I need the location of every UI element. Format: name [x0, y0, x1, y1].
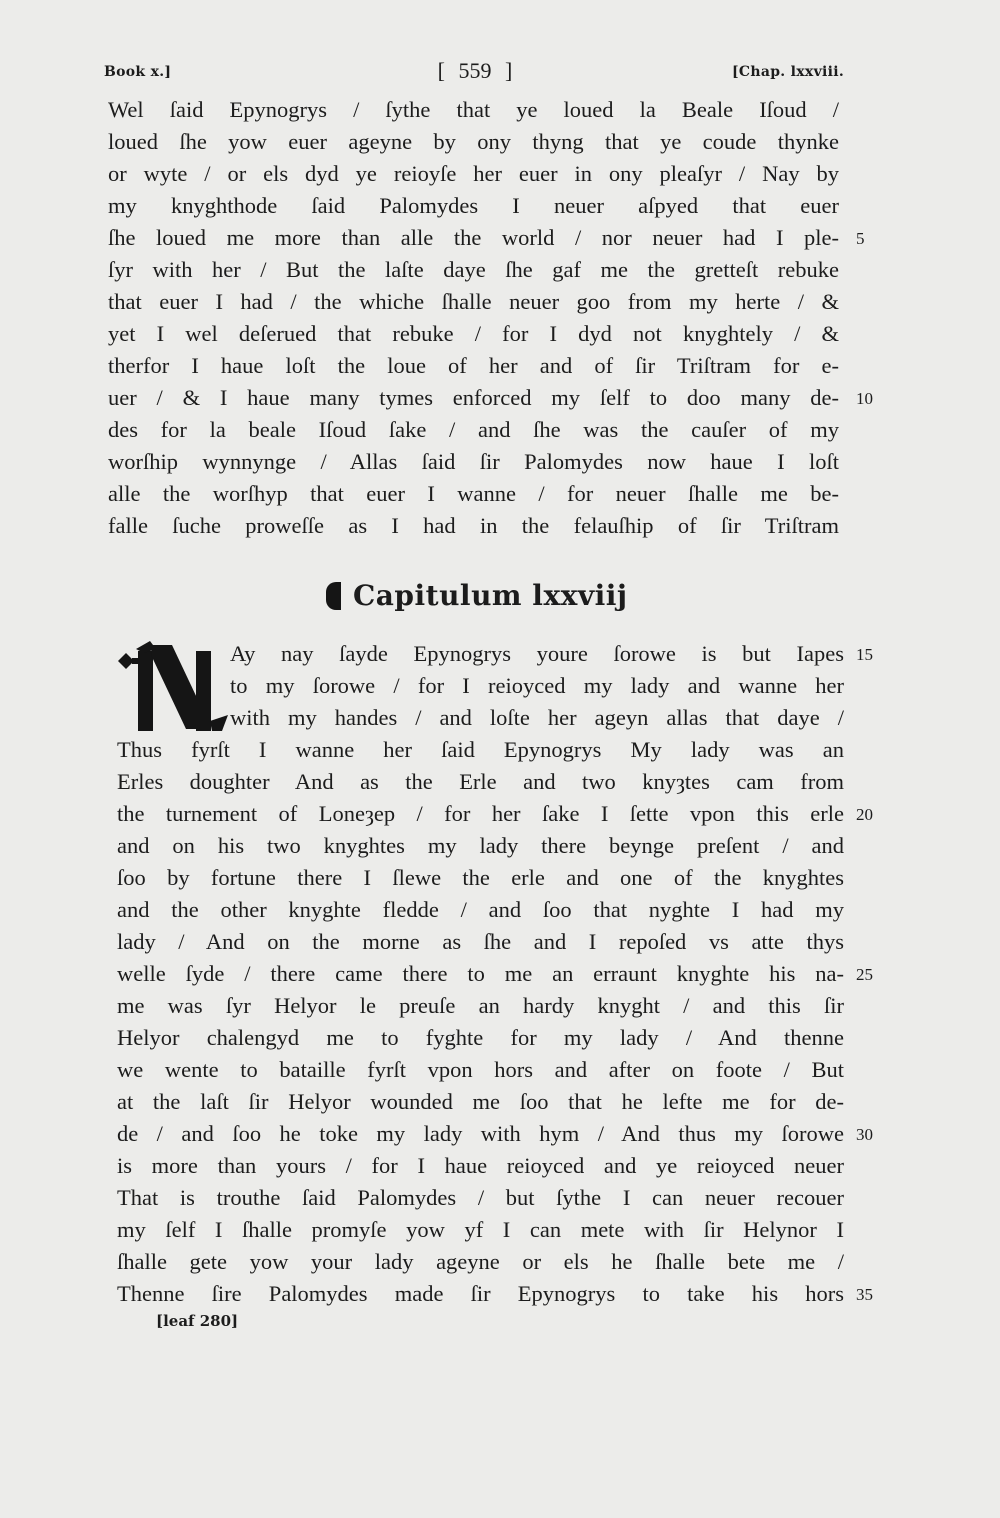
text-line: uer / & I haue many tymes enforced my ſelf to doo many de- — [108, 385, 839, 410]
text-line: ſhe loued me more than alle the world / nor neuer had I ple- — [108, 225, 839, 250]
text-line: welle ſyde / there came there to me an erraunt knyghte his na- — [117, 961, 844, 986]
drop-cap-icon — [116, 637, 228, 733]
line-number: 15 — [856, 645, 873, 664]
text-line: Wel ſaid Epynogrys / ſythe that ye loued la Beale Iſoud / — [108, 97, 839, 122]
page-number: [ 559 ] — [437, 58, 513, 83]
line-number: 20 — [856, 805, 873, 824]
text-line: the turnement of Loneȝep / for her ſake I ſette vpon this erle — [117, 801, 844, 826]
chapter-heading-text: Capitulum lxxviij — [353, 579, 628, 612]
text-line: therfor I haue loſt the loue of her and of ſir Triſtram for e- — [108, 353, 839, 378]
text-line: with my handes / and loſte her ageyn allas that daye / — [230, 705, 844, 730]
text-line: falle ſuche proweſſe as I had in the felauſhip of ſir Triſtram — [108, 513, 839, 538]
text-line: de / and ſoo he toke my lady with hym / And thus my ſorowe — [117, 1121, 844, 1146]
text-line: Helyor chalengyd me to fyghte for my lady / And thenne — [117, 1025, 844, 1050]
text-line: ſhalle gete yow your lady ageyne or els he ſhalle bete me / — [117, 1249, 844, 1274]
book-label: Book x.] — [104, 64, 172, 80]
text-line: worſhip wynnynge / Allas ſaid ſir Palomydes now haue I loſt — [108, 449, 839, 474]
line-number: 10 — [856, 389, 873, 408]
text-line: and the other knyghte fledde / and ſoo that nyghte I had my — [117, 897, 844, 922]
text-line: me was ſyr Helyor le preuſe an hardy knyght / and this ſir — [117, 993, 844, 1018]
text-line: at the laſt ſir Helyor wounded me ſoo that he lefte me for de- — [117, 1089, 844, 1114]
text-line: to my ſorowe / for I reioyced my lady and wanne her — [230, 673, 844, 698]
running-head — [0, 58, 1000, 88]
text-line: yet I wel deſerued that rebuke / for I dyd not knyghtely / & — [108, 321, 839, 346]
text-line: Thus fyrſt I wanne her ſaid Epynogrys My lady was an — [117, 737, 844, 762]
leaf-note: [leaf 280] — [156, 1312, 239, 1330]
pilcrow-icon — [326, 582, 341, 610]
text-line: des for la beale Iſoud ſake / and ſhe was the cauſer of my — [108, 417, 839, 442]
line-number: 35 — [856, 1285, 873, 1304]
text-line: ſyr with her / But the laſte daye ſhe gaf me the gretteſt rebuke — [108, 257, 839, 282]
text-line: ſoo by fortune there I ſlewe the erle and one of the knyghtes — [117, 865, 844, 890]
line-number: 5 — [856, 229, 865, 248]
text-line: Thenne ſire Palomydes made ſir Epynogrys to take his hors — [117, 1281, 844, 1306]
text-line: loued ſhe yow euer ageyne by ony thyng that ye coude thynke — [108, 129, 839, 154]
chapter-heading — [326, 574, 628, 618]
text-line: alle the worſhyp that euer I wanne / for neuer ſhalle me be- — [108, 481, 839, 506]
text-line: my knyghthode ſaid Palomydes I neuer aſpyed that euer — [108, 193, 839, 218]
text-line: is more than yours / for I haue reioyced and ye reioyced neuer — [117, 1153, 844, 1178]
text-line: That is trouthe ſaid Palomydes / but ſythe I can neuer recouer — [117, 1185, 844, 1210]
text-line: lady / And on the morne as ſhe and I repoſed vs atte thys — [117, 929, 844, 954]
text-line: my ſelf I ſhalle promyſe yow yf I can mete with ſir Helynor I — [117, 1217, 844, 1242]
text-line: Erles doughter And as the Erle and two knyȝtes cam from — [117, 769, 844, 794]
text-line: Ay nay ſayde Epynogrys youre ſorowe is but Iapes — [230, 641, 844, 666]
text-line: or wyte / or els dyd ye reioyſe her euer in ony pleaſyr / Nay by — [108, 161, 839, 186]
text-line: we wente to bataille fyrſt vpon hors and after on foote / But — [117, 1057, 844, 1082]
text-line: and on his two knyghtes my lady there beynge preſent / and — [117, 833, 844, 858]
line-number: 25 — [856, 965, 873, 984]
chapter-label: [Chap. lxxviii. — [732, 64, 845, 80]
line-number: 30 — [856, 1125, 873, 1144]
text-line: that euer I had / the whiche ſhalle neuer goo from my herte / & — [108, 289, 839, 314]
